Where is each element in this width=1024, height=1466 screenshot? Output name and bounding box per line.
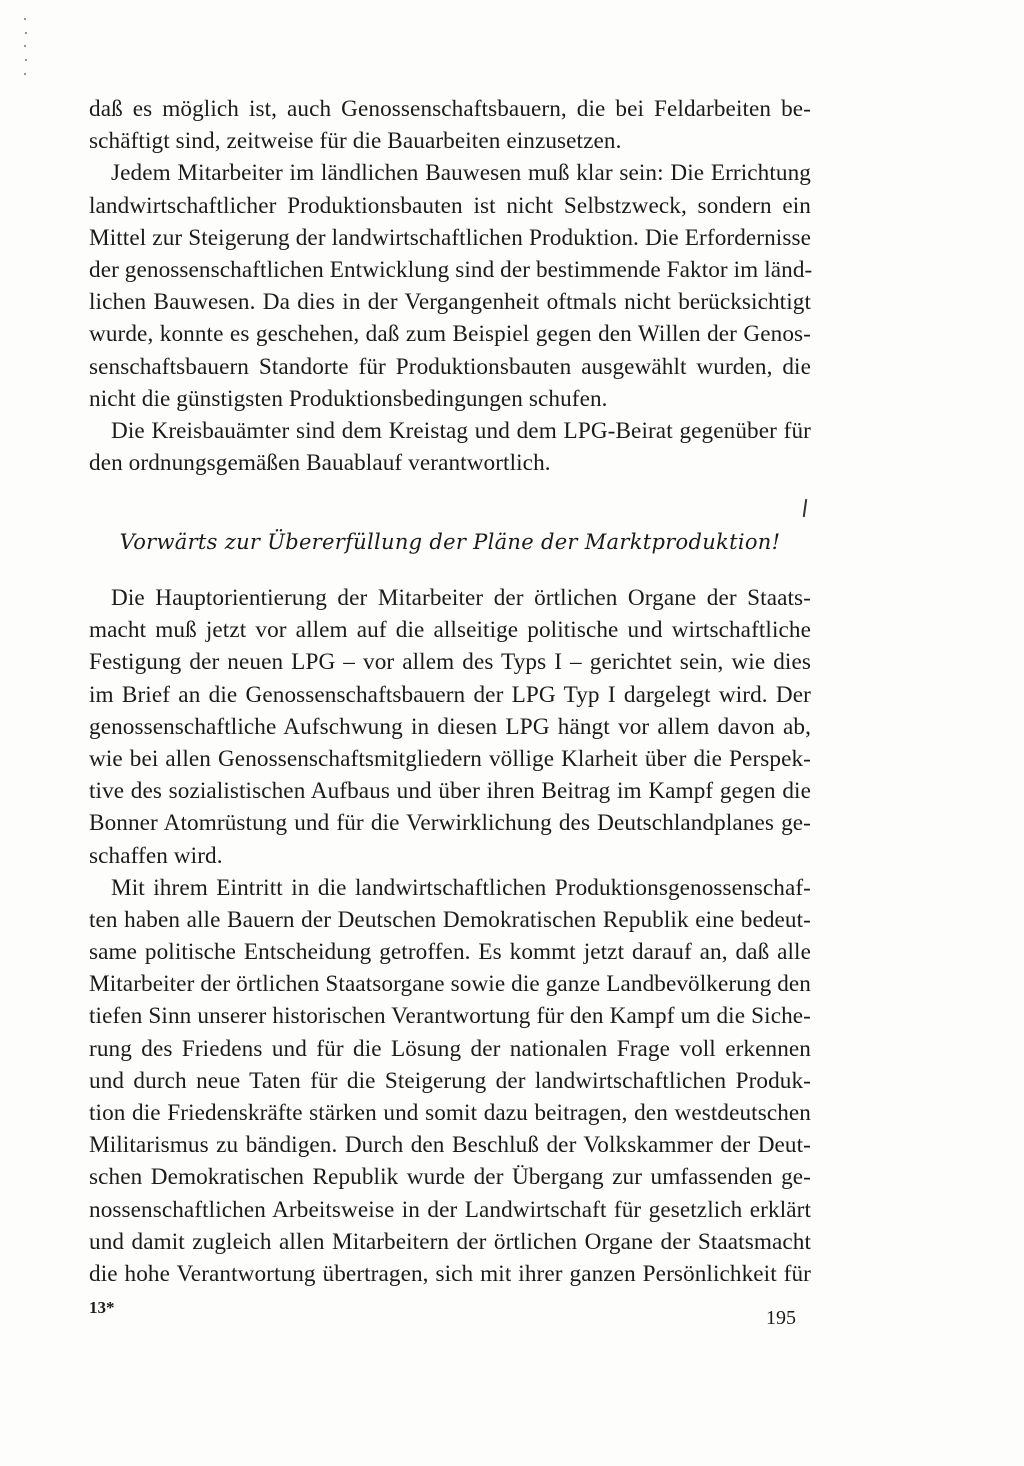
page-edge-specks [24, 18, 28, 88]
text-line: und durch neue Taten für die Steigerung der landwirtschaftlichen Produk- [89, 1067, 811, 1094]
text-line: rung des Friedens und für die Lösung der nationalen Frage voll erkennen [89, 1035, 811, 1062]
text-line: nossenschaftlichen Arbeitsweise in der Landwirtschaft für gesetzlich erklärt [89, 1196, 811, 1223]
text-line: genossenschaftliche Aufschwung in diesen LPG hängt vor allem davon ab, [89, 713, 811, 740]
text-line: der genossenschaftlichen Entwicklung sind der bestimmende Faktor im länd- [89, 256, 813, 283]
text-line: wurde, konnte es geschehen, daß zum Beispiel gegen den Willen der Genos- [89, 321, 811, 348]
page-number: 195 [766, 1307, 796, 1329]
text-line: macht muß jetzt vor allem auf die allseitige politische und wirtschaftliche [89, 617, 811, 644]
text-line: same politische Entscheidung getroffen. Es kommt jetzt darauf an, daß alle [89, 939, 811, 966]
text-line: tive des sozialistischen Aufbaus und über ihren Beitrag im Kampf gegen die [89, 778, 811, 805]
text-line: ten haben alle Bauern der Deutschen Demokratischen Republik eine bedeut- [89, 906, 811, 933]
text-line: Mit ihrem Eintritt in die landwirtschaftlichen Produktionsgenossenschaf- [111, 874, 811, 901]
text-line: im Brief an die Genossenschaftsbauern der LPG Typ I dargelegt wird. Der [89, 681, 811, 708]
section-heading: Vorwärts zur Übererfüllung der Pläne der Marktproduktion! [119, 530, 781, 554]
text-line: Die Hauptorientierung der Mitarbeiter der örtlichen Organe der Staats- [111, 585, 811, 611]
text-line: schaffen wird. [89, 842, 223, 869]
text-line: nicht die günstigsten Produktionsbedingungen schufen. [89, 385, 608, 412]
text-line: Festigung der neuen LPG – vor allem des Typs I – gerichtet sein, wie dies [89, 649, 811, 676]
signature-mark: 13* [89, 1298, 115, 1317]
margin-pencil-mark [803, 499, 807, 517]
text-line: Bonner Atomrüstung und für die Verwirklichung des Deutschlandplanes ge- [89, 810, 811, 837]
text-line: Die Kreisbauämter sind dem Kreistag und dem LPG-Beirat gegenüber für [111, 417, 811, 444]
text-line: wie bei allen Genossenschaftsmitgliedern völlige Klarheit über die Perspek- [89, 745, 811, 772]
text-line: tiefen Sinn unserer historischen Verantwortung für den Kampf um die Siche- [89, 1003, 811, 1030]
text-line: senschaftsbauern Standorte für Produktionsbauten ausgewählt wurden, die [89, 353, 811, 380]
text-line: Jedem Mitarbeiter im ländlichen Bauwesen muß klar sein: Die Errichtung [111, 160, 811, 187]
text-line: die hohe Verantwortung übertragen, sich mit ihrer ganzen Persönlichkeit für [89, 1260, 811, 1287]
text-line: lichen Bauwesen. Da dies in der Vergangenheit oftmals nicht berücksichtigt [89, 289, 811, 316]
text-line: und damit zugleich allen Mitarbeitern der örtlichen Organe der Staatsmacht [89, 1228, 811, 1255]
text-line: schäftigt sind, zeitweise für die Bauarbeiten einzusetzen. [89, 128, 622, 155]
text-line: Militarismus zu bändigen. Durch den Beschluß der Volkskammer der Deut- [89, 1132, 811, 1159]
text-line: Mittel zur Steigerung der landwirtschaftlichen Produktion. Die Erfordernisse [89, 224, 811, 251]
text-line: daß es möglich ist, auch Genossenschaftsbauern, die bei Feldarbeiten be- [89, 96, 811, 122]
text-line: tion die Friedenskräfte stärken und somit dazu beitragen, den westdeutschen [89, 1100, 811, 1126]
text-line: Mitarbeiter der örtlichen Staatsorgane sowie die ganze Landbevölkerung den [89, 971, 811, 998]
text-block-bottom [89, 582, 811, 1290]
text-line: schen Demokratischen Republik wurde der Übergang zur umfassenden ge- [89, 1164, 811, 1191]
text-block-top [89, 93, 811, 479]
text-line: den ordnungsgemäßen Bauablauf verantwortlich. [89, 450, 551, 477]
text-line: landwirtschaftlicher Produktionsbauten ist nicht Selbstzweck, sondern ein [89, 192, 811, 219]
